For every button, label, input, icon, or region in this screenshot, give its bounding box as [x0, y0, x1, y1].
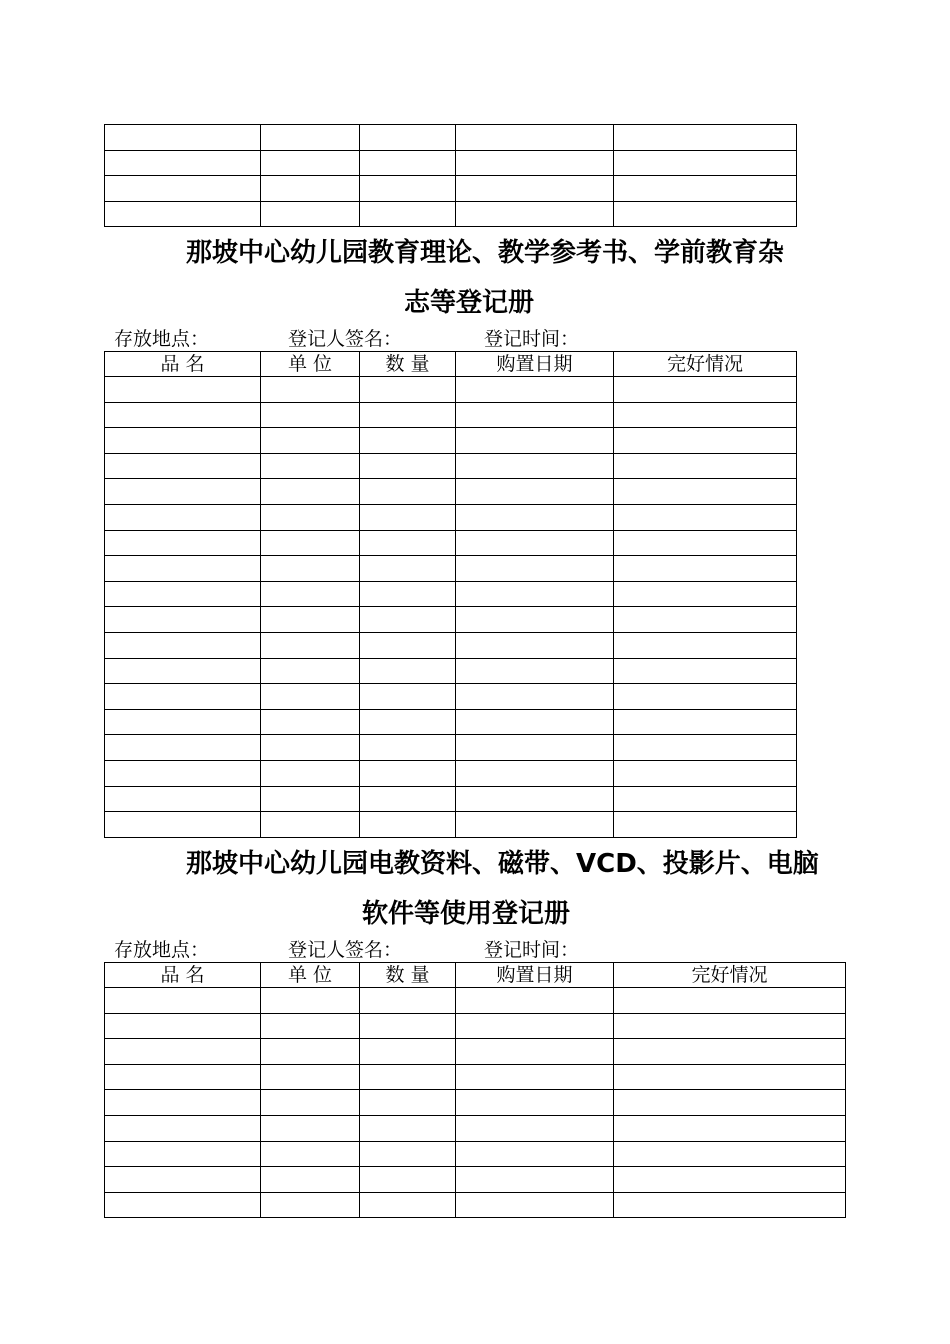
table-cell[interactable] — [614, 1090, 846, 1116]
table-cell[interactable] — [105, 735, 261, 761]
table-cell[interactable] — [261, 988, 360, 1014]
table-cell[interactable] — [456, 1167, 614, 1193]
table-row — [105, 632, 797, 658]
table-cell[interactable] — [261, 1013, 360, 1039]
table-cell[interactable] — [456, 735, 614, 761]
table-cell[interactable] — [456, 1192, 614, 1218]
table-row — [105, 402, 797, 428]
table-cell[interactable] — [614, 1115, 846, 1141]
table-cell[interactable] — [360, 632, 456, 658]
table-cell[interactable] — [105, 1064, 261, 1090]
table-cell[interactable] — [456, 402, 614, 428]
table-cell[interactable] — [360, 1039, 456, 1065]
section1-location-label: 存放地点： — [114, 328, 210, 350]
table-cell[interactable] — [360, 709, 456, 735]
table-header-row — [105, 352, 797, 377]
table-row — [105, 658, 797, 684]
table-cell[interactable] — [456, 988, 614, 1014]
table-cell[interactable] — [261, 658, 360, 684]
table-cell[interactable] — [261, 581, 360, 607]
table-cell[interactable] — [261, 150, 360, 176]
table-cell[interactable] — [105, 1039, 261, 1065]
section1-title-line1: 那坡中心幼儿园教育理论、教学参考书、学前教育杂 — [186, 238, 785, 268]
table-cell[interactable] — [105, 530, 261, 556]
table-row — [105, 1039, 846, 1065]
section2-location-label: 存放地点： — [114, 939, 210, 961]
table-row — [105, 150, 797, 176]
table-cell[interactable] — [105, 760, 261, 786]
table-cell[interactable] — [614, 709, 797, 735]
table-cell[interactable] — [614, 1064, 846, 1090]
continuation-table — [104, 124, 797, 227]
table-cell[interactable] — [614, 504, 797, 530]
table-cell[interactable] — [360, 684, 456, 710]
table-cell[interactable] — [360, 125, 456, 151]
table-cell[interactable] — [614, 760, 797, 786]
table-cell[interactable] — [360, 1141, 456, 1167]
table-cell[interactable] — [360, 1115, 456, 1141]
table-row — [105, 453, 797, 479]
table-cell[interactable] — [360, 428, 456, 454]
table-cell[interactable] — [261, 402, 360, 428]
table-cell[interactable] — [614, 684, 797, 710]
table-row — [105, 1167, 846, 1193]
table-cell[interactable] — [360, 1167, 456, 1193]
table-cell[interactable] — [261, 125, 360, 151]
table-cell[interactable] — [456, 786, 614, 812]
table-cell[interactable] — [456, 530, 614, 556]
table-cell[interactable] — [261, 786, 360, 812]
table-cell[interactable] — [261, 632, 360, 658]
table-cell[interactable] — [456, 479, 614, 505]
table-cell[interactable] — [261, 201, 360, 227]
table-row — [105, 504, 797, 530]
table-cell[interactable] — [105, 658, 261, 684]
table-cell[interactable] — [456, 556, 614, 582]
table-cell[interactable] — [614, 812, 797, 838]
table-row — [105, 607, 797, 633]
table-cell[interactable] — [456, 377, 614, 403]
table-cell[interactable] — [456, 453, 614, 479]
table-cell[interactable] — [456, 1013, 614, 1039]
table-cell[interactable] — [105, 1115, 261, 1141]
table-cell[interactable] — [105, 709, 261, 735]
table-cell[interactable] — [105, 453, 261, 479]
table-row — [105, 988, 846, 1014]
table-cell[interactable] — [456, 150, 614, 176]
header-unit: 单 位 — [261, 963, 360, 988]
table-cell[interactable] — [614, 658, 797, 684]
table-cell[interactable] — [614, 125, 797, 151]
table-cell[interactable] — [614, 607, 797, 633]
table-cell[interactable] — [360, 581, 456, 607]
table-cell[interactable] — [105, 812, 261, 838]
table-cell[interactable] — [261, 556, 360, 582]
table-cell[interactable] — [261, 735, 360, 761]
table-header-row — [105, 963, 846, 988]
table-cell[interactable] — [105, 786, 261, 812]
table-cell[interactable] — [261, 684, 360, 710]
table-cell[interactable] — [261, 176, 360, 202]
table-cell[interactable] — [614, 1141, 846, 1167]
table-row — [105, 556, 797, 582]
header-purchase-date: 购置日期 — [456, 352, 614, 377]
table-cell[interactable] — [360, 786, 456, 812]
header-purchase-date: 购置日期 — [456, 963, 614, 988]
section2-registrar-label: 登记人签名： — [288, 939, 403, 961]
table-row — [105, 684, 797, 710]
table-cell[interactable] — [105, 402, 261, 428]
table-cell[interactable] — [105, 428, 261, 454]
table-cell[interactable] — [105, 556, 261, 582]
table-cell[interactable] — [261, 530, 360, 556]
section2-title-line1: 那坡中心幼儿园电教资料、磁带、VCD、投影片、电脑 — [186, 849, 819, 879]
table-row — [105, 479, 797, 505]
table-cell[interactable] — [105, 632, 261, 658]
table-cell[interactable] — [105, 479, 261, 505]
table-cell[interactable] — [105, 125, 261, 151]
table-cell[interactable] — [456, 201, 614, 227]
table-cell[interactable] — [360, 530, 456, 556]
table-row — [105, 176, 797, 202]
table-cell[interactable] — [261, 428, 360, 454]
header-item-name: 品 名 — [105, 352, 261, 377]
table-cell[interactable] — [261, 1141, 360, 1167]
header-item-name: 品 名 — [105, 963, 261, 988]
table-cell[interactable] — [456, 428, 614, 454]
table-cell[interactable] — [614, 453, 797, 479]
table-cell[interactable] — [456, 760, 614, 786]
table-cell[interactable] — [456, 125, 614, 151]
header-condition: 完好情况 — [614, 352, 797, 377]
table-cell[interactable] — [614, 530, 797, 556]
table-cell[interactable] — [360, 1064, 456, 1090]
table-cell[interactable] — [360, 556, 456, 582]
table-cell[interactable] — [456, 581, 614, 607]
table-cell[interactable] — [360, 150, 456, 176]
table-cell[interactable] — [105, 1090, 261, 1116]
header-quantity: 数 量 — [360, 352, 456, 377]
table-cell[interactable] — [105, 684, 261, 710]
table-row — [105, 786, 797, 812]
table-cell[interactable] — [105, 1167, 261, 1193]
table-cell[interactable] — [360, 760, 456, 786]
table-cell[interactable] — [261, 453, 360, 479]
table-row — [105, 760, 797, 786]
table-row — [105, 201, 797, 227]
section1-registrar-label: 登记人签名： — [288, 328, 403, 350]
table-row — [105, 1013, 846, 1039]
table-cell[interactable] — [456, 1039, 614, 1065]
table-cell[interactable] — [360, 1090, 456, 1116]
table-cell[interactable] — [614, 428, 797, 454]
table-cell[interactable] — [614, 1039, 846, 1065]
table-cell[interactable] — [261, 1090, 360, 1116]
header-condition: 完好情况 — [614, 963, 846, 988]
table-cell[interactable] — [456, 1115, 614, 1141]
table-cell[interactable] — [360, 479, 456, 505]
table-cell[interactable] — [614, 1167, 846, 1193]
table-cell[interactable] — [614, 150, 797, 176]
section2-time-label: 登记时间： — [484, 939, 580, 961]
table-cell[interactable] — [614, 786, 797, 812]
table-cell[interactable] — [105, 201, 261, 227]
table-row — [105, 1090, 846, 1116]
table-cell[interactable] — [105, 1141, 261, 1167]
table-cell[interactable] — [105, 1013, 261, 1039]
table-cell[interactable] — [614, 632, 797, 658]
section2-title-line2: 软件等使用登记册 — [362, 899, 571, 929]
table-cell[interactable] — [456, 1064, 614, 1090]
table-cell[interactable] — [261, 812, 360, 838]
table-cell[interactable] — [261, 760, 360, 786]
table-cell[interactable] — [456, 504, 614, 530]
table-row — [105, 812, 797, 838]
table-row — [105, 735, 797, 761]
table-cell[interactable] — [456, 709, 614, 735]
table-row — [105, 377, 797, 403]
table-cell[interactable] — [261, 377, 360, 403]
table-cell[interactable] — [360, 201, 456, 227]
table-cell[interactable] — [360, 1192, 456, 1218]
table-cell[interactable] — [456, 1090, 614, 1116]
table-cell[interactable] — [105, 581, 261, 607]
table-cell[interactable] — [261, 479, 360, 505]
table-cell[interactable] — [360, 377, 456, 403]
section1-title-line2: 志等登记册 — [404, 288, 535, 318]
table-cell[interactable] — [105, 150, 261, 176]
table-cell[interactable] — [105, 176, 261, 202]
table-cell[interactable] — [614, 377, 797, 403]
table-cell[interactable] — [360, 812, 456, 838]
table-cell[interactable] — [614, 201, 797, 227]
table-cell[interactable] — [360, 504, 456, 530]
table-row — [105, 1141, 846, 1167]
header-quantity: 数 量 — [360, 963, 456, 988]
table-cell[interactable] — [456, 1141, 614, 1167]
table-cell[interactable] — [360, 1013, 456, 1039]
table-cell[interactable] — [261, 1192, 360, 1218]
table-cell[interactable] — [105, 377, 261, 403]
table-cell[interactable] — [614, 479, 797, 505]
table-cell[interactable] — [614, 581, 797, 607]
table-row — [105, 1192, 846, 1218]
table-cell[interactable] — [105, 607, 261, 633]
section1-time-label: 登记时间： — [484, 328, 580, 350]
table-cell[interactable] — [614, 988, 846, 1014]
table-row — [105, 125, 797, 151]
table-cell[interactable] — [614, 1013, 846, 1039]
section2-register-table — [104, 962, 846, 1218]
table-cell[interactable] — [614, 735, 797, 761]
table-cell[interactable] — [360, 607, 456, 633]
table-cell[interactable] — [360, 402, 456, 428]
table-cell[interactable] — [456, 684, 614, 710]
table-cell[interactable] — [360, 453, 456, 479]
table-cell[interactable] — [456, 658, 614, 684]
table-row — [105, 530, 797, 556]
table-cell[interactable] — [360, 658, 456, 684]
table-cell[interactable] — [105, 1192, 261, 1218]
table-cell[interactable] — [360, 988, 456, 1014]
table-row — [105, 1115, 846, 1141]
table-cell[interactable] — [614, 1192, 846, 1218]
table-row — [105, 581, 797, 607]
table-row — [105, 428, 797, 454]
table-cell[interactable] — [360, 735, 456, 761]
table-cell[interactable] — [261, 1167, 360, 1193]
table-cell[interactable] — [614, 402, 797, 428]
table-cell[interactable] — [261, 709, 360, 735]
table-cell[interactable] — [614, 176, 797, 202]
table-cell[interactable] — [456, 812, 614, 838]
table-cell[interactable] — [261, 1115, 360, 1141]
table-cell[interactable] — [261, 504, 360, 530]
table-row — [105, 709, 797, 735]
table-cell[interactable] — [456, 632, 614, 658]
table-cell[interactable] — [261, 1039, 360, 1065]
table-cell[interactable] — [105, 504, 261, 530]
table-cell[interactable] — [261, 607, 360, 633]
table-cell[interactable] — [456, 607, 614, 633]
table-row — [105, 1064, 846, 1090]
table-cell[interactable] — [105, 988, 261, 1014]
section1-register-table — [104, 351, 797, 838]
table-cell[interactable] — [614, 556, 797, 582]
table-cell[interactable] — [261, 1064, 360, 1090]
table-cell[interactable] — [456, 176, 614, 202]
table-cell[interactable] — [360, 176, 456, 202]
header-unit: 单 位 — [261, 352, 360, 377]
